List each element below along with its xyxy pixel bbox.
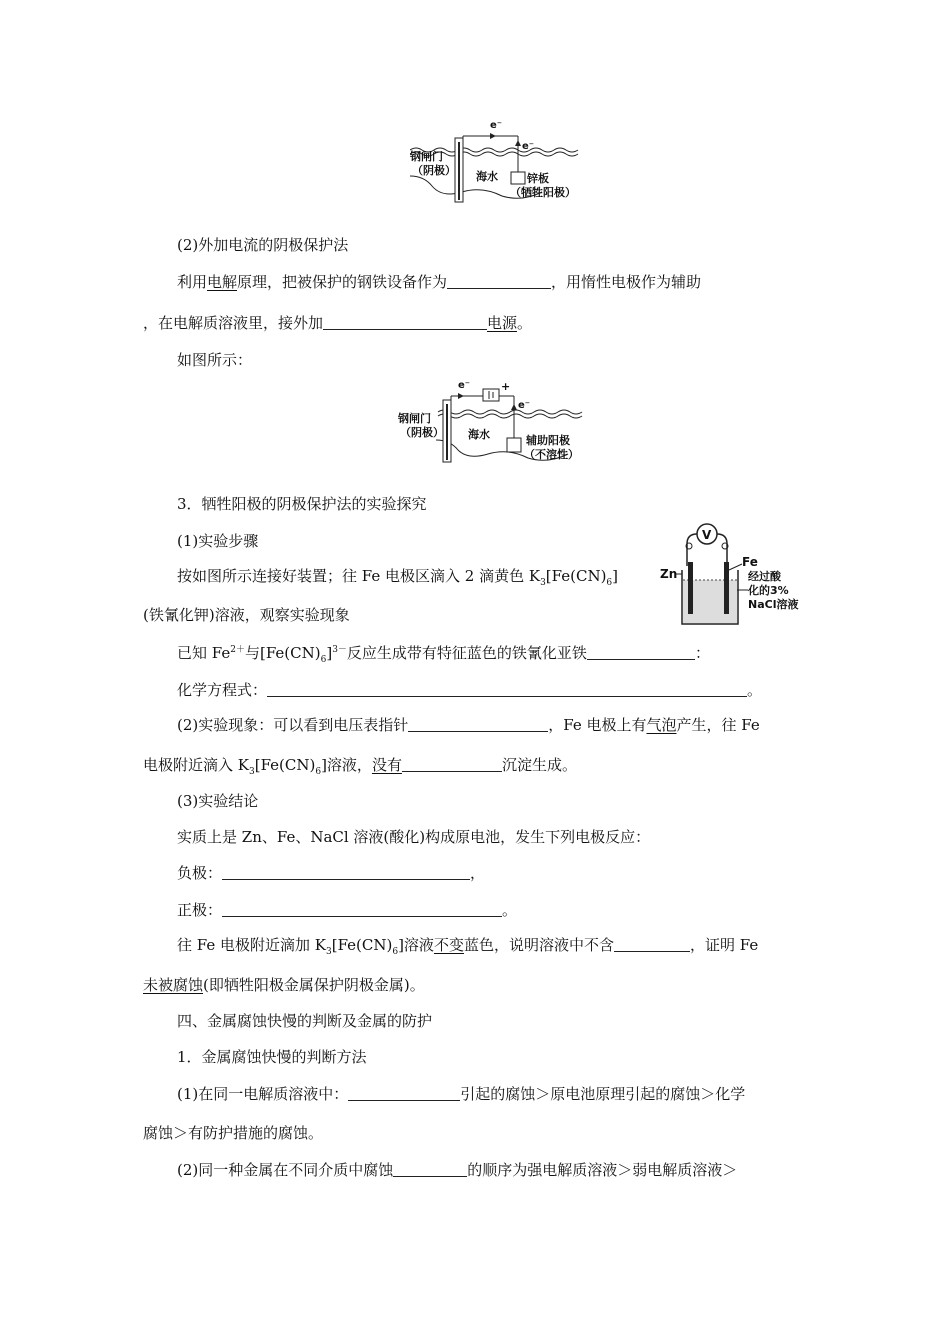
electron-label-top: e⁻ [458, 380, 471, 391]
phenomenon-1: (2)实验现象：可以看到电压表指针 ，Fe 电极上有气泡产生，往 Fe [177, 716, 760, 734]
seawater-label: 海水 [476, 170, 498, 183]
method-2-line-1: (2)同一种金属在不同介质中腐蚀 的顺序为强电解质溶液＞弱电解质溶液＞ [177, 1161, 738, 1179]
electron-label-side: e⁻ [518, 400, 531, 411]
sacrificial-anode-label: （牺牲阳极） [510, 186, 576, 199]
seawater-label: 海水 [468, 428, 490, 441]
aux-anode-label: 辅助阳极 [526, 434, 570, 447]
electron-label-top: e⁻ [490, 120, 503, 131]
zinc-plate-label: 锌板 [527, 172, 549, 185]
steps-text-2: (铁氰化钾)溶液，观察实验现象 [143, 606, 350, 624]
answer-blank[interactable] [323, 314, 487, 330]
negative-electrode-line: 负极： ， [177, 864, 486, 882]
cathode-label: （阴极） [412, 164, 456, 177]
answer-blank[interactable] [614, 936, 690, 952]
equation-line: 化学方程式： 。 [177, 681, 763, 699]
voltmeter-label: V [702, 528, 712, 542]
answer-blank[interactable] [267, 681, 747, 697]
iron-electrode-label: Fe [742, 555, 758, 569]
gate-label: 钢闸门 [410, 150, 443, 163]
answer-blank[interactable] [222, 864, 470, 880]
section-2-title: (2)外加电流的阴极保护法 [177, 236, 349, 254]
answer-blank[interactable] [393, 1161, 467, 1177]
method-1-line-2: 腐蚀＞有防护措施的腐蚀。 [143, 1124, 324, 1142]
section-4-1-title: 1．金属腐蚀快慢的判断方法 [177, 1048, 367, 1066]
answer-blank[interactable] [348, 1085, 460, 1101]
sacrificial-anode-diagram [410, 116, 580, 206]
method-1-line-1: (1)在同一电解质溶液中： 引起的腐蚀＞原电池原理引起的腐蚀＞化学 [177, 1085, 746, 1103]
solution-label-1: 经过酸 [748, 570, 781, 583]
answer-blank[interactable] [402, 756, 502, 772]
paragraph-impressed-current-2: ，在电解质溶液里，接外加 电源。 [143, 314, 533, 332]
experiment-apparatus-diagram [660, 518, 820, 630]
cathode-label: （阴极） [400, 426, 444, 439]
known-reaction: 已知 $Fe^{2+}$与$[Fe(CN)_6]^{3-}$反应生成带有特征蓝色的铁氰化亚铁 ： [177, 644, 710, 665]
conclusion-text: 实质上是 Zn、Fe、NaCl 溶液(酸化)构成原电池，发生下列电极反应： [177, 828, 651, 846]
answer-blank[interactable] [587, 644, 695, 660]
phenomenon-2: 电极附近滴入 $K_3[Fe(CN)_6]$溶液，没有 沉淀生成。 [143, 756, 577, 777]
addition-text-1: 往 Fe 电极附近滴加 $K_3[Fe(CN)_6]$溶液不变蓝色，说明溶液中不含 ，证明 Fe [177, 936, 759, 957]
answer-blank[interactable] [408, 716, 548, 732]
answer-blank[interactable] [447, 273, 551, 289]
as-shown-label: 如图所示： [177, 351, 253, 369]
impressed-current-diagram [398, 376, 598, 464]
section-3-title: 3．牺牲阳极的阴极保护法的实验探究 [177, 495, 427, 513]
positive-electrode-line: 正极： 。 [177, 901, 518, 919]
solution-label-2: 化的3% [748, 584, 789, 597]
gate-label: 钢闸门 [398, 412, 431, 425]
solution-label-3: NaCl溶液 [748, 598, 799, 611]
zinc-electrode-label: Zn [660, 567, 678, 581]
answer-blank[interactable] [222, 901, 502, 917]
conclusion-title: (3)实验结论 [177, 792, 259, 810]
steps-title: (1)实验步骤 [177, 532, 259, 550]
section-4-title: 四、金属腐蚀快慢的判断及金属的防护 [177, 1012, 433, 1030]
addition-text-2: 未被腐蚀(即牺牲阳极金属保护阴极金属)。 [143, 976, 425, 994]
positive-terminal-label: + [501, 380, 511, 393]
paragraph-impressed-current-1: 利用电解原理，把被保护的钢铁设备作为 ，用惰性电极作为辅助 [177, 273, 702, 291]
insoluble-label: （不溶性） [524, 448, 579, 461]
electron-label-side: e⁻ [522, 141, 535, 152]
steps-text-1: 按如图所示连接好装置；往 Fe 电极区滴入 2 滴黄色 $K_3[Fe(CN)_6]$ [177, 567, 619, 588]
